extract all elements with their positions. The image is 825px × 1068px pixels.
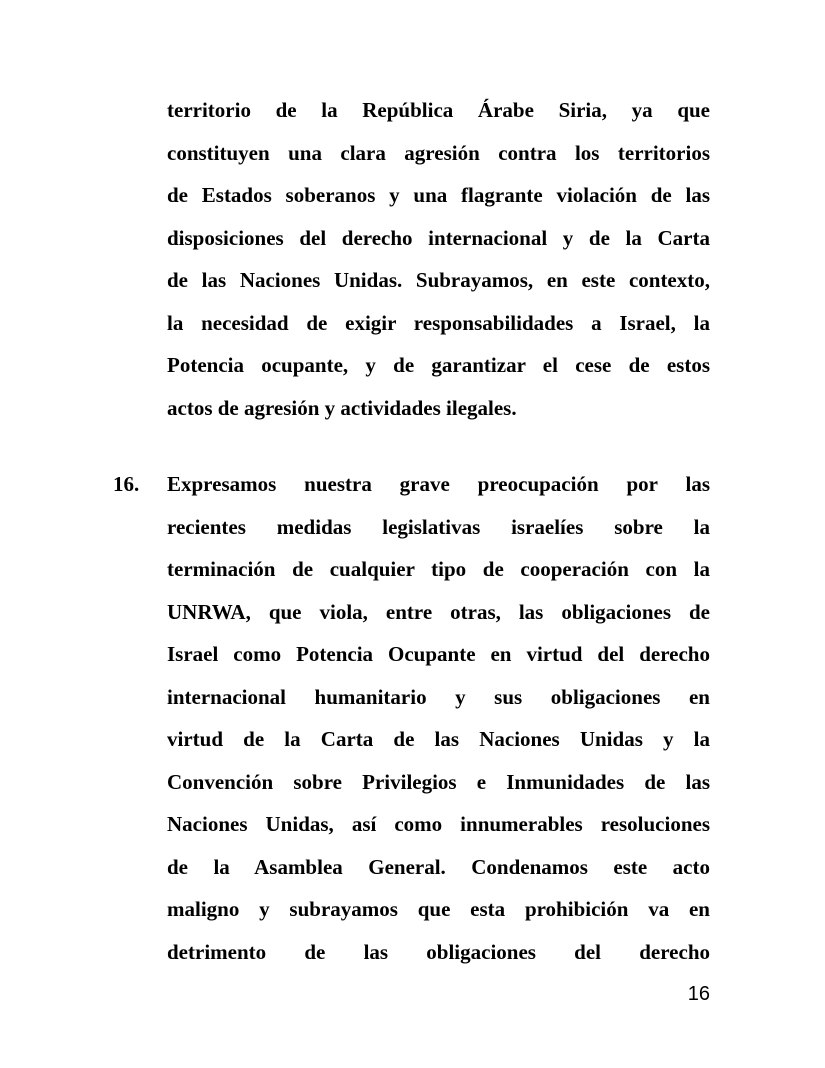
text-line: UNRWA, que viola, entre otras, las obligaciones de <box>167 599 710 624</box>
text-line: territorio de la República Árabe Siria, ya que <box>167 98 710 122</box>
text-line: de Estados soberanos y una flagrante violación de las <box>167 183 710 207</box>
text-line: la necesidad de exigir responsabilidades a Israel, la <box>167 310 710 335</box>
text-line: virtud de la Carta de las Naciones Unidas y la <box>167 727 710 751</box>
paragraph-number: 16. <box>113 472 140 496</box>
page-body <box>113 89 710 973</box>
text-line: disposiciones del derecho internacional y de la Carta <box>167 225 710 250</box>
text-line: terminación de cualquier tipo de cooperación con la <box>167 557 710 581</box>
page-number: 16 <box>687 983 710 1005</box>
paragraph-continuation <box>113 89 710 429</box>
text-line: maligno y subrayamos que esta prohibición va en <box>167 897 710 921</box>
text-line: Expresamos nuestra grave preocupación por las <box>167 472 710 496</box>
text-line: constituyen una clara agresión contra los territorios <box>167 140 710 165</box>
text-line: Naciones Unidas, así como innumerables resoluciones <box>167 812 710 836</box>
text-line: Convención sobre Privilegios e Inmunidades de las <box>167 769 710 794</box>
text-line: de las Naciones Unidas. Subrayamos, en este contexto, <box>167 268 710 292</box>
text-line: Potencia ocupante, y de garantizar el cese de estos <box>167 353 710 377</box>
text-line: detrimento de las obligaciones del derecho <box>167 939 710 964</box>
paragraph-16 <box>113 463 710 973</box>
text-line: Israel como Potencia Ocupante en virtud del derecho <box>167 642 710 666</box>
text-line: actos de agresión y actividades ilegales. <box>167 395 517 420</box>
text-line: internacional humanitario y sus obligaciones en <box>167 684 710 709</box>
text-line: recientes medidas legislativas israelíes sobre la <box>167 514 710 539</box>
text-line: de la Asamblea General. Condenamos este acto <box>167 854 710 879</box>
